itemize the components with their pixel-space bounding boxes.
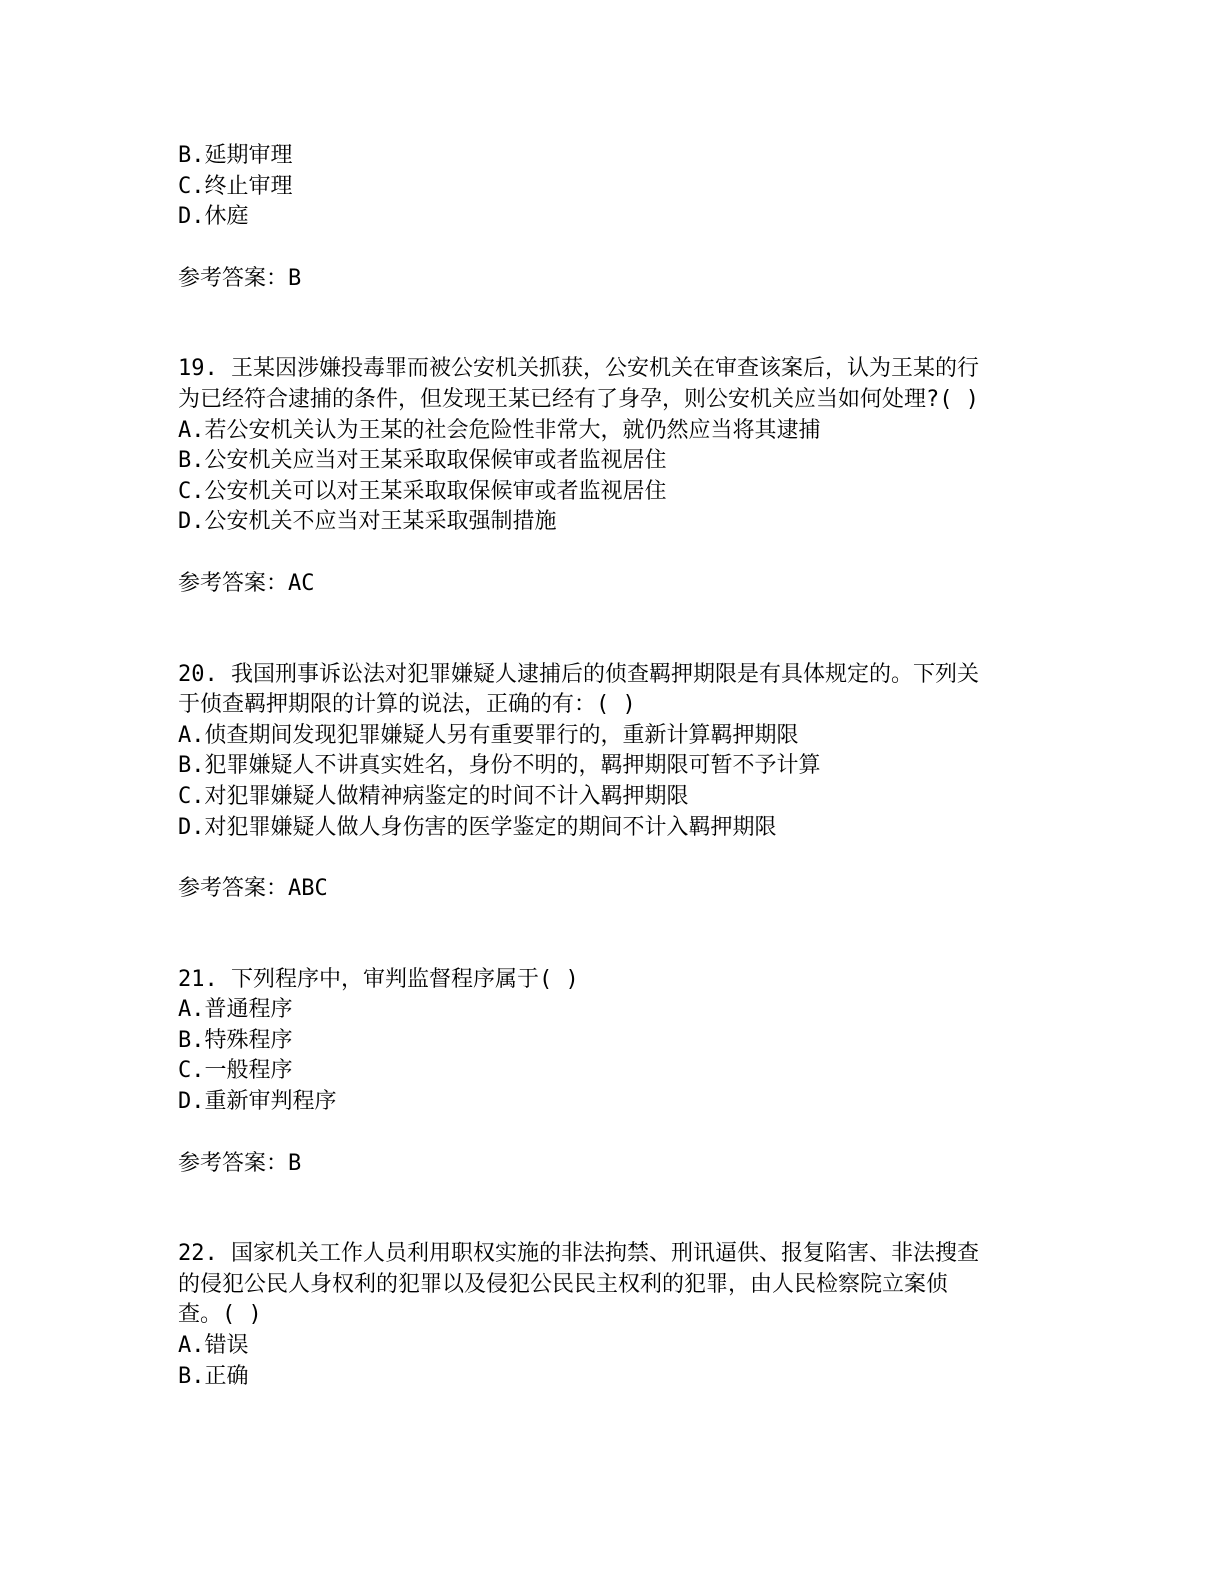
option-d: D.休庭 bbox=[178, 204, 249, 230]
document-page bbox=[178, 141, 1058, 1392]
option-a: A.若公安机关认为王某的社会危险性非常大，就仍然应当将其逮捕 bbox=[178, 417, 821, 443]
option-c: C.对犯罪嫌疑人做精神病鉴定的时间不计入羁押期限 bbox=[178, 783, 689, 809]
reference-answer: 参考答案：ABC bbox=[178, 876, 328, 902]
question-stem-line: 于侦查羁押期限的计算的说法，正确的有：( ) bbox=[178, 692, 636, 718]
question-stem-line: 20. 我国刑事诉讼法对犯罪嫌疑人逮捕后的侦查羁押期限是有具体规定的。下列关 bbox=[178, 661, 979, 687]
option-b: B.公安机关应当对王某采取取保候审或者监视居住 bbox=[178, 448, 667, 474]
question-18 bbox=[178, 141, 1058, 294]
option-a: A.错误 bbox=[178, 1333, 249, 1359]
option-a: A.侦查期间发现犯罪嫌疑人另有重要罪行的，重新计算羁押期限 bbox=[178, 722, 799, 748]
option-b: B.特殊程序 bbox=[178, 1027, 293, 1053]
question-stem-line: 为已经符合逮捕的条件，但发现王某已经有了身孕，则公安机关应当如何处理?( ) bbox=[178, 386, 979, 412]
question-19 bbox=[178, 354, 1058, 599]
option-d: D.重新审判程序 bbox=[178, 1089, 337, 1115]
question-21 bbox=[178, 965, 1058, 1180]
question-stem-line: 21. 下列程序中，审判监督程序属于( ) bbox=[178, 966, 579, 992]
question-20 bbox=[178, 660, 1058, 905]
option-b: B.延期审理 bbox=[178, 143, 293, 168]
reference-answer: 参考答案：B bbox=[178, 1150, 302, 1176]
question-stem-line: 的侵犯公民人身权利的犯罪以及侵犯公民民主权利的犯罪，由人民检察院立案侦 bbox=[178, 1271, 949, 1297]
option-c: C.一般程序 bbox=[178, 1058, 293, 1084]
question-stem-line: 22. 国家机关工作人员利用职权实施的非法拘禁、刑讯逼供、报复陷害、非法搜查 bbox=[178, 1241, 979, 1267]
option-c: C.终止审理 bbox=[178, 173, 293, 199]
option-d: D.对犯罪嫌疑人做人身伤害的医学鉴定的期间不计入羁押期限 bbox=[178, 814, 777, 840]
option-b: B.正确 bbox=[178, 1363, 249, 1389]
question-stem-line: 19. 王某因涉嫌投毒罪而被公安机关抓获，公安机关在审查该案后，认为王某的行 bbox=[178, 356, 979, 382]
reference-answer: 参考答案：B bbox=[178, 265, 302, 291]
option-b: B.犯罪嫌疑人不讲真实姓名，身份不明的，羁押期限可暂不予计算 bbox=[178, 753, 821, 779]
option-c: C.公安机关可以对王某采取取保候审或者监视居住 bbox=[178, 478, 667, 504]
reference-answer: 参考答案：AC bbox=[178, 570, 315, 596]
option-d: D.公安机关不应当对王某采取强制措施 bbox=[178, 509, 557, 535]
option-a: A.普通程序 bbox=[178, 997, 293, 1023]
question-22 bbox=[178, 1239, 1058, 1392]
question-stem-line: 查。( ) bbox=[178, 1302, 262, 1328]
